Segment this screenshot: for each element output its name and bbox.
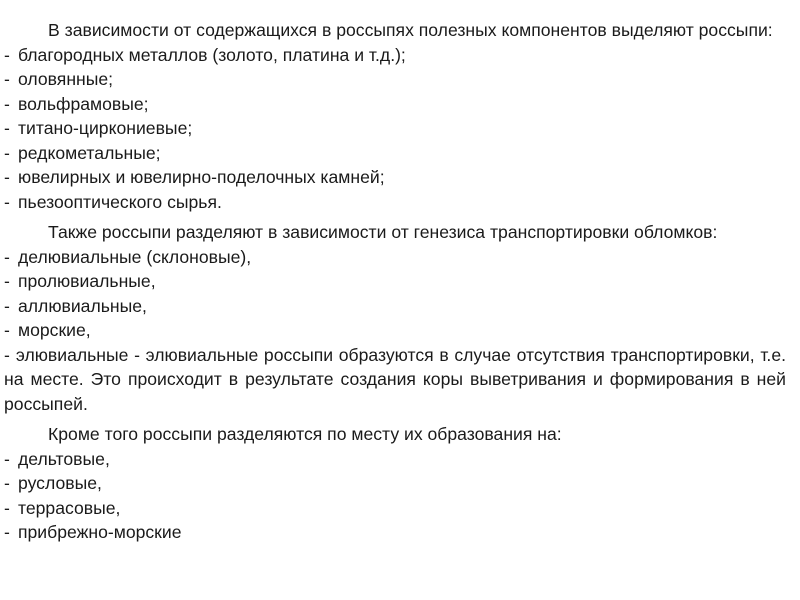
list-item-text: благородных металлов (золото, платина и т.д.); — [18, 44, 406, 65]
section-2-intro: Также россыпи разделяют в зависимости от генезиса транспортировки обломков: — [48, 222, 718, 242]
dash-marker: - — [4, 93, 10, 114]
section-3-intro: Кроме того россыпи разделяются по месту их образования на: — [48, 424, 562, 444]
dash-marker: - — [4, 118, 10, 138]
dash-marker: - — [4, 497, 10, 518]
list-item-text: дельтовые, — [18, 448, 110, 469]
list-item — [4, 245, 786, 270]
dash-marker: - — [4, 69, 10, 89]
dash-marker: - — [4, 522, 10, 542]
section-3-list — [4, 447, 786, 545]
section-1-list — [4, 43, 786, 215]
dash-marker: - — [4, 142, 10, 163]
list-item-text: русловые, — [18, 473, 102, 493]
list-item-text: ювелирных и ювелирно-поделочных камней; — [18, 167, 385, 187]
list-item-text: титано-циркониевые; — [18, 118, 193, 138]
dash-marker: - — [4, 320, 10, 340]
list-item — [4, 318, 786, 343]
list-item-text: пьезооптического сырья. — [18, 191, 222, 212]
dash-marker: - — [4, 167, 10, 187]
dash-marker: - — [4, 271, 10, 291]
list-item-text: морские, — [18, 320, 91, 340]
dash-marker: - — [4, 44, 10, 65]
list-item — [4, 343, 786, 417]
dash-marker: - — [4, 191, 10, 212]
section-2-list — [4, 245, 786, 417]
list-item-text: прибрежно-морские — [18, 522, 182, 542]
list-item — [4, 269, 786, 294]
list-item-text: редкометальные; — [18, 142, 161, 163]
dash-marker: - — [4, 448, 10, 469]
dash-marker: - — [4, 295, 10, 316]
list-item — [4, 141, 786, 166]
list-item — [4, 92, 786, 117]
list-item-text: элювиальные - элювиальные россыпи образуются в случае отсутствия транспортировки, т.е. на месте. Это происходит в результате создания коры выветривания и формирования в ней россыпей. — [4, 344, 786, 414]
section-1-intro: В зависимости от содержащихся в россыпях полезных компонентов выделяют россыпи: — [48, 20, 773, 40]
dash-marker: - — [4, 246, 10, 267]
list-item — [4, 447, 786, 472]
list-item-text: вольфрамовые; — [18, 93, 149, 114]
list-item — [4, 190, 786, 215]
list-item — [4, 520, 786, 545]
list-item-text: аллювиальные, — [18, 295, 147, 316]
list-item-text: оловянные; — [18, 69, 114, 89]
dash-marker: - — [4, 473, 10, 493]
list-item — [4, 294, 786, 319]
list-item — [4, 67, 786, 92]
list-item — [4, 471, 786, 496]
dash-marker: - — [4, 344, 10, 365]
list-item — [4, 496, 786, 521]
list-item — [4, 116, 786, 141]
list-item — [4, 165, 786, 190]
list-item-text: пролювиальные, — [18, 271, 156, 291]
list-item-text: террасовые, — [18, 497, 121, 518]
list-item-text: делювиальные (склоновые), — [18, 246, 252, 267]
document-page — [4, 18, 786, 545]
list-item — [4, 43, 786, 68]
